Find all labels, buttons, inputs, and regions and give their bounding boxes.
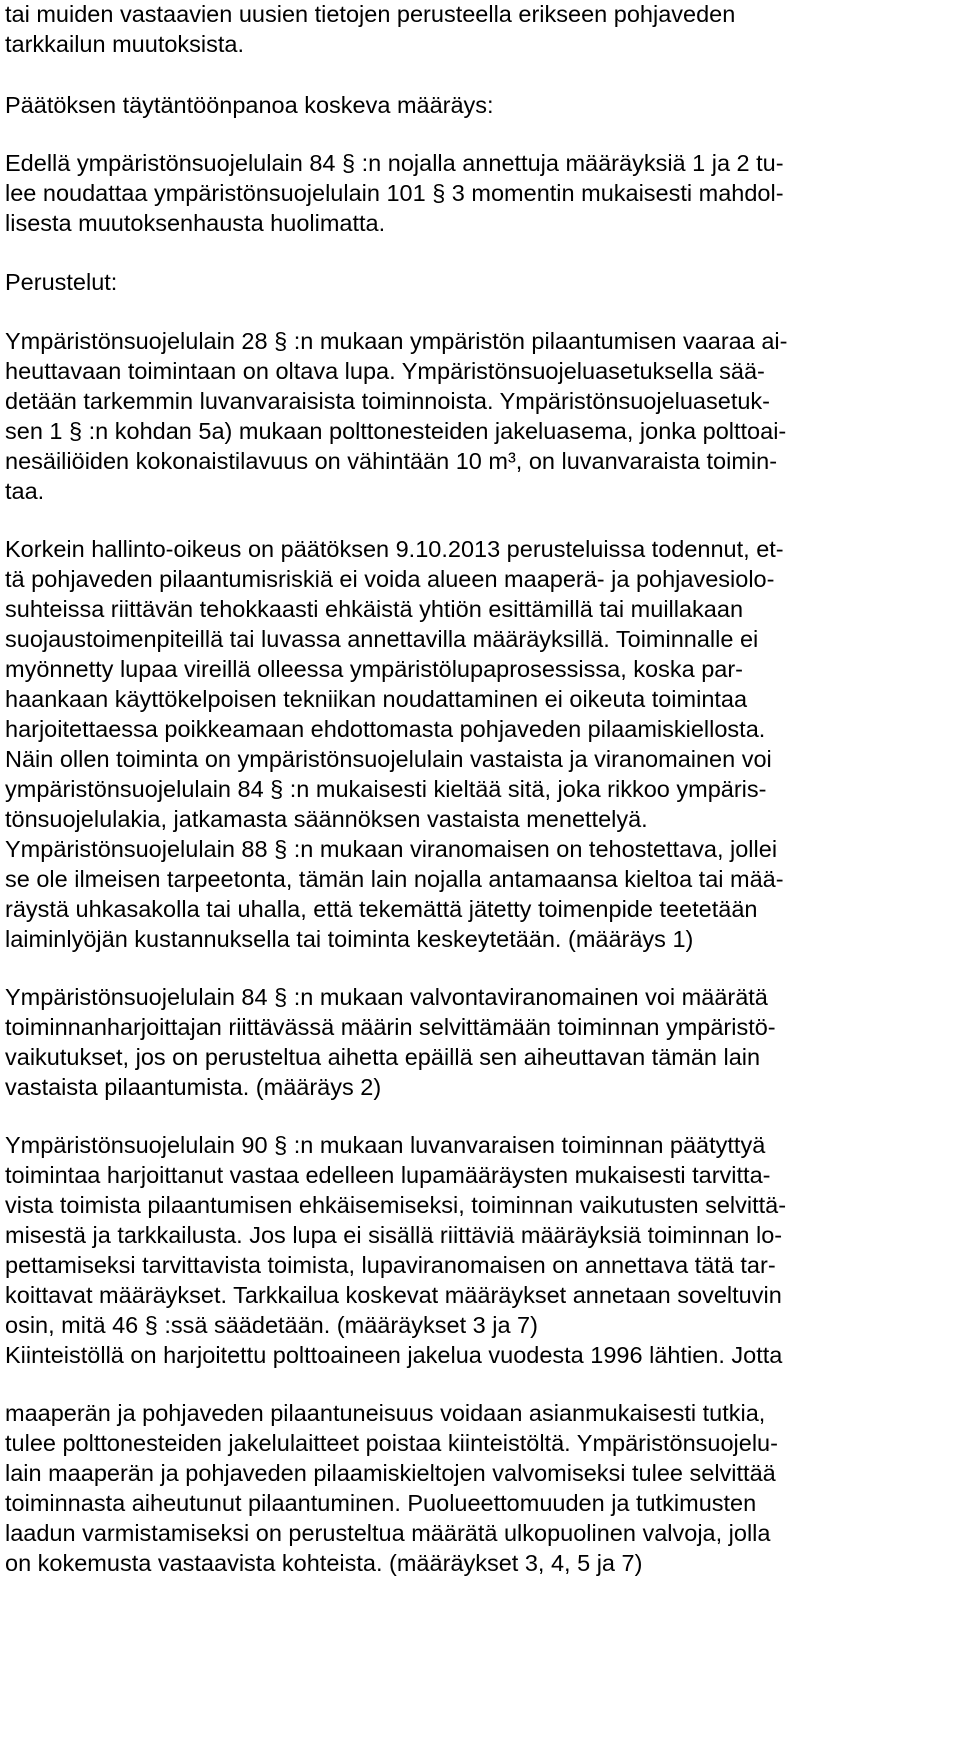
text-line: suhteissa riittävän tehokkaasti ehkäistä yhtiön esittämillä tai muillakaan — [5, 596, 744, 622]
text-line: ympäristönsuojelulain 84 § :n mukaisesti kieltää sitä, joka rikkoo ympäris- — [5, 776, 767, 802]
text-line: lain maaperän ja pohjaveden pilaamiskieltojen valvomiseksi tulee selvittää — [5, 1460, 776, 1486]
text-line: Kiinteistöllä on harjoitettu polttoaineen jakelua vuodesta 1996 lähtien. Jotta — [5, 1342, 783, 1368]
text-line: koittavat määräykset. Tarkkailua koskevat määräykset annetaan soveltuvin — [5, 1282, 782, 1308]
text-line: se ole ilmeisen tarpeetonta, tämän lain nojalla antamaansa kieltoa tai mää- — [5, 866, 784, 892]
text-line: laadun varmistamiseksi on perusteltua määrätä ulkopuolinen valvoja, jolla — [5, 1520, 771, 1546]
text-line: Näin ollen toiminta on ympäristönsuojelulain vastaista ja viranomainen voi — [5, 746, 772, 772]
text-line: on kokemusta vastaavista kohteista. (määräykset 3, 4, 5 ja 7) — [5, 1550, 643, 1576]
text-line: suojaustoimenpiteillä tai luvassa annettavilla määräyksillä. Toiminnalle ei — [5, 626, 759, 652]
text-line: tä pohjaveden pilaantumisriskiä ei voida alueen maaperä- ja pohjavesiolo- — [5, 566, 775, 592]
text-line: nesäiliöiden kokonaistilavuus on vähintään 10 m³, on luvanvaraista toimin- — [5, 448, 778, 474]
text-line: Ympäristönsuojelulain 84 § :n mukaan valvontaviranomainen voi määrätä — [5, 984, 768, 1010]
text-line: toiminnasta aiheutunut pilaantuminen. Puolueettomuuden ja tutkimusten — [5, 1490, 757, 1516]
text-line: tönsuojelulakia, jatkamasta säännöksen vastaista menettelyä. — [5, 806, 648, 832]
text-line: räystä uhkasakolla tai uhalla, että tekemättä jätetty toimenpide teetetään — [5, 896, 758, 922]
text-line: vista toimista pilaantumisen ehkäisemiseksi, toiminnan vaikutusten selvittä- — [5, 1192, 787, 1218]
text-line: toiminnanharjoittajan riittävässä määrin selvittämään toiminnan ympäristö- — [5, 1014, 776, 1040]
text-line: myönnetty lupaa vireillä olleessa ympäristölupaprosessissa, koska par- — [5, 656, 743, 682]
text-line: vastaista pilaantumista. (määräys 2) — [5, 1074, 382, 1100]
text-line: taa. — [5, 478, 45, 504]
text-line: lisesta muutoksenhausta huolimatta. — [5, 210, 386, 236]
text-line: detään tarkemmin luvanvaraisista toiminnoista. Ympäristönsuojeluasetuk- — [5, 388, 771, 414]
text-line: tai muiden vastaavien uusien tietojen perusteella erikseen pohjaveden — [5, 1, 736, 27]
text-line: pettamiseksi tarvittavista toimista, lupaviranomaisen on annettava tätä tar- — [5, 1252, 776, 1278]
text-line: maaperän ja pohjaveden pilaantuneisuus voidaan asianmukaisesti tutkia, — [5, 1400, 766, 1426]
text-line: haankaan käyttökelpoisen tekniikan noudattaminen ei oikeuta toimintaa — [5, 686, 748, 712]
text-line: toimintaa harjoittanut vastaa edelleen lupamääräysten mukaisesti tarvitta- — [5, 1162, 771, 1188]
text-line: Ympäristönsuojelulain 28 § :n mukaan ympäristön pilaantumisen vaaraa ai- — [5, 328, 788, 354]
text-line: tarkkailun muutoksista. — [5, 31, 245, 57]
text-line: osin, mitä 46 § :ssä säädetään. (määräykset 3 ja 7) — [5, 1312, 538, 1338]
text-line: lee noudattaa ympäristönsuojelulain 101 § 3 momentin mukaisesti mahdol- — [5, 180, 784, 206]
section-heading: Perustelut: — [5, 269, 118, 295]
section-heading: Päätöksen täytäntöönpanoa koskeva määräys: — [5, 92, 494, 118]
text-line: vaikutukset, jos on perusteltua aihetta epäillä sen aiheuttavan tämän lain — [5, 1044, 761, 1070]
text-line: Ympäristönsuojelulain 88 § :n mukaan viranomaisen on tehostettava, jollei — [5, 836, 778, 862]
text-line: tulee polttonesteiden jakelulaitteet poistaa kiinteistöltä. Ympäristönsuojelu- — [5, 1430, 778, 1456]
text-line: harjoitettaessa poikkeamaan ehdottomasta pohjaveden pilaamiskiellosta. — [5, 716, 766, 742]
text-line: sen 1 § :n kohdan 5a) mukaan polttonesteiden jakeluasema, jonka polttoai- — [5, 418, 787, 444]
text-line: laiminlyöjän kustannuksella tai toiminta keskeytetään. (määräys 1) — [5, 926, 694, 952]
text-line: misestä ja tarkkailusta. Jos lupa ei sisällä riittäviä määräyksiä toiminnan lo- — [5, 1222, 783, 1248]
text-line: heuttavaan toimintaan on oltava lupa. Ympäristönsuojeluasetuksella sää- — [5, 358, 765, 384]
text-line: Edellä ympäristönsuojelulain 84 § :n nojalla annettuja määräyksiä 1 ja 2 tu- — [5, 150, 784, 176]
text-line: Korkein hallinto-oikeus on päätöksen 9.10.2013 perusteluissa todennut, et- — [5, 536, 784, 562]
text-line: Ympäristönsuojelulain 90 § :n mukaan luvanvaraisen toiminnan päätyttyä — [5, 1132, 766, 1158]
